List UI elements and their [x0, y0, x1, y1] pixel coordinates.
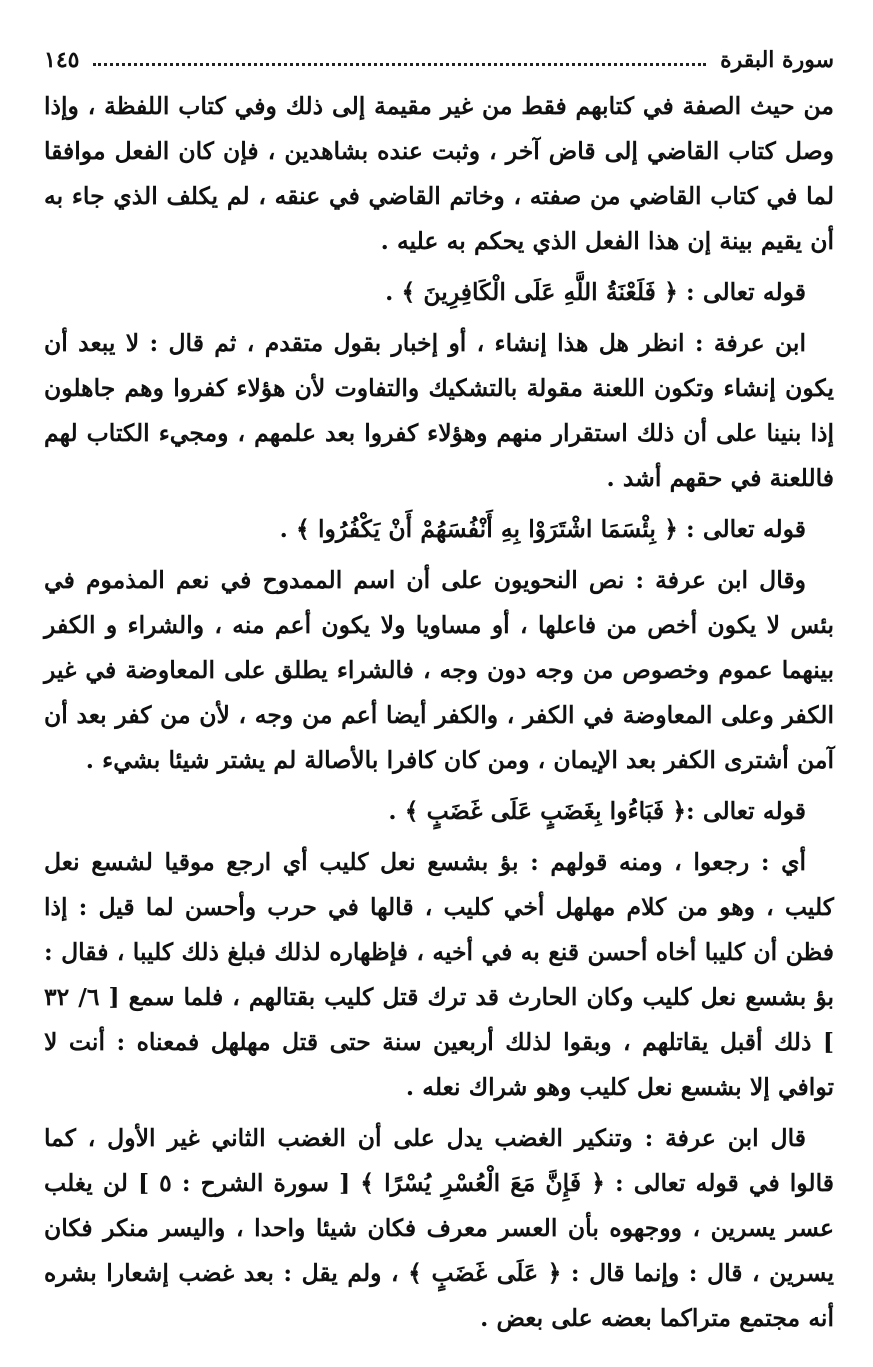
surah-title: سورة البقرة [720, 47, 834, 73]
quran-verse-heading: قوله تعالى : ﴿ بِئْسَمَا اشْتَرَوْا بِهِ أَنْفُسَهُمْ أَنْ يَكْفُرُوا ﴾ . [279, 515, 806, 543]
quran-verse-heading: قوله تعالى : ﴿ فَلَعْنَةُ اللَّهِ عَلَى الْكَافِرِينَ ﴾ . [385, 278, 806, 306]
paragraph: وقال ابن عرفة : نص النحويون على أن اسم الممدوح في نعم المذموم في بئس لا يكون أخص من فاعلها ، أو مساويا ولا يكون أعم منه ، والشراء و الكفر بينهما عموم وخصوص من وجه دون وجه ، فالشراء يطلق على المعاوضة في غير الكفر وعلى المعاوضة في الكفر ، والكفر أيضا أعم من وجه ، لأن من كفر بعد أن آمن أشترى الكفر بعد الإيمان ، ومن كان كافرا بالأصالة لم يشتر شيئا بشيء . [44, 566, 834, 774]
quran-verse-heading: قوله تعالى :﴿ فَبَاءُوا بِغَضَبٍ عَلَى غَضَبٍ ﴾ . [388, 797, 806, 825]
page-number: ١٤٥ [44, 47, 80, 73]
paragraph: ابن عرفة : انظر هل هذا إنشاء ، أو إخبار بقول متقدم ، ثم قال : لا يبعد أن يكون إنشاء وتكون اللعنة مقولة بالتشكيك والتفاوت لأن هؤلاء كفروا وهم جاهلون إذا بنينا على أن ذلك استقرار منهم وهؤلاء كفروا بعد علمهم ، ومجيء الكتاب لهم فاللعنة في حقهم أشد . [44, 329, 834, 492]
paragraph: قال ابن عرفة : وتنكير الغضب يدل على أن الغضب الثاني غير الأول ، كما قالوا في قوله تعالى : ﴿ فَإِنَّ مَعَ الْعُسْرِ يُسْرًا ﴾ [ سورة الشرح : ٥ ] لن يغلب عسر يسرين ، ووجهوه بأن العسر معرف فكان شيئا واحدا ، واليسر منكر فكان يسرين ، قال : وإنما قال : ﴿ عَلَى غَضَبٍ ﴾ ، ولم يقل : بعد غضب إشعارا بشره أنه مجتمع متراكما بعضه على بعض . [44, 1124, 834, 1332]
paragraph: أي : رجعوا ، ومنه قولهم : بؤ بشسع نعل كليب أي ارجع موقيا لشسع نعل كليب ، وهو من كلام مهلهل أخي كليب ، قالها في حرب وأحسن لما قيل : إذا فظن أن كليبا أخاه أحسن قنع به في أخيه ، فإظهاره لذلك فبلغ ذلك كليبا ، فقال : بؤ بشسع نعل كليب وكان الحارث قد ترك قتل كليب بقتالهم ، فلما سمع [ ٦/ ٣٢ ] ذلك أقبل يقاتلهم ، وبقوا لذلك أربعين سنة حتى قتل مهلهل فمعناه : أنت لا توافي إلا بشسع نعل كليب وهو شراك نعله . [44, 848, 835, 1101]
page-body [44, 84, 834, 1341]
page-header [44, 40, 834, 80]
paragraph: من حيث الصفة في كتابهم فقط من غير مقيمة إلى ذلك وفي كتاب اللفظة ، وإذا وصل كتاب القاضي إلى قاض آخر ، وثبت عنده بشاهدين ، فإن كان الفعل موافقا لما في كتاب القاضي من صفته ، وخاتم القاضي في عنقه ، لم يكلف الذي جاء به أن يقيم بينة إن هذا الفعل الذي يحكم به عليه . [44, 92, 834, 255]
header-dotted-rule [93, 63, 706, 66]
book-page [44, 40, 834, 1340]
